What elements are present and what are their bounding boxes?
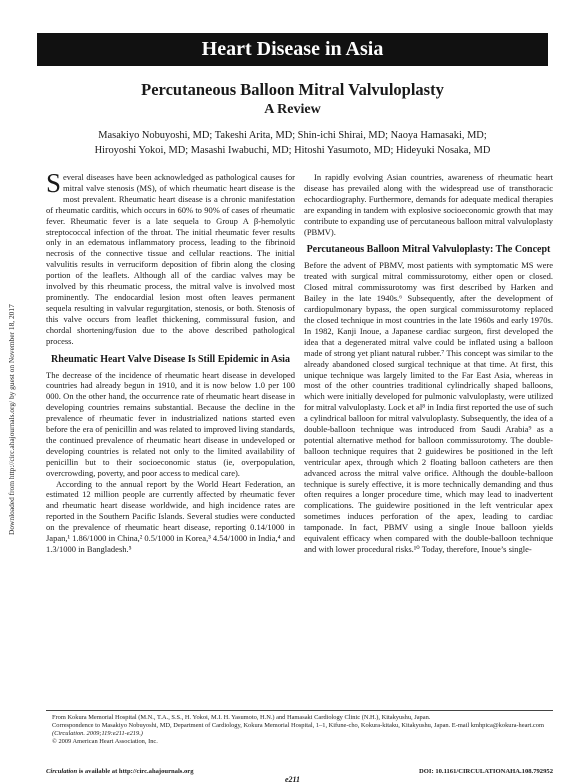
left-column	[46, 168, 295, 555]
section-banner: Heart Disease in Asia	[37, 33, 548, 66]
drop-cap: S	[46, 168, 62, 198]
page-number: e211	[284, 775, 301, 784]
body-paragraph: Before the advent of PBMV, most patients with symptomatic MS were treated with surgical mitral commissurotomy, either open or closed. Closed mitral commissurotomy was first described by Harken and Bailey in the late 1940s.⁶ Subsequently, after the development of cardiopulmonary bypass, the open surgical commissurotomy replaced the closed technique in most countries in the late 1960s and early 1970s. In 1982, Kanji Inoue, a Japanese cardiac surgeon, first developed the idea that a degenerated mitral valve could be inflated using a balloon made of strong yet pliant natural rubber.⁷ This concept was similar to the already abandoned closed surgical technique at that time. At first, this unique technique was largely limited to the Far East Asia, whereas in most of the other countries traditional cylindrically shaped balloons, which were initially developed for pulmonic valvuloplasty, were utilized for mitral valvuloplasty. Lock et al⁸ in India first reported the use of such a cylindrical balloon for mitral valvuloplasty. Subsequently, the idea of a double-balloon technique was introduced from Saudi Arabia⁹ as a potential alternative method for balloon commissurotomy. The double-balloon technique requires that 2 guidewires be positioned in the left ventricular apex, through which 2 floating balloon catheters are then advanced across the mitral valve orifice. Although the double-balloon technique is surely effective, it is more technically demanding and thus often requires a longer procedure time, which may lead to inadvertent complications. The guidewire positioned in the left ventricular apex sometimes induces perforation of the apex, leading to cardiac tamponade. In fact, PBMV using a single Inoue balloon yields equivalent efficacy when compared with the double-balloon technique and with lower procedural risks.¹⁰ Today, therefore, Inoue’s single-	[304, 260, 553, 554]
download-note: Downloaded from http://circ.ahajournals.org/ by guest on November 18, 2017	[7, 304, 16, 536]
doi: DOI: 10.1161/CIRCULATIONAHA.108.792952	[419, 768, 553, 775]
author-line: Hiroyoshi Yokoi, MD; Masashi Iwabuchi, MD; Hitoshi Yasumoto, MD; Hideyuki Nosaka, MD	[94, 145, 491, 156]
journal-name: Circulation	[46, 768, 78, 775]
journal-url[interactable]: is available at http://circ.ahajournals.org	[78, 768, 194, 775]
footnote-divider	[46, 710, 553, 711]
right-column	[304, 172, 553, 555]
intro-paragraph	[46, 168, 295, 347]
article-title: Percutaneous Balloon Mitral Valvuloplasty	[141, 80, 444, 99]
copyright-note: © 2009 American Heart Association, Inc.	[52, 738, 158, 746]
citation-note: (Circulation. 2009;119:e211-e219.)	[52, 730, 143, 738]
author-line: Masakiyo Nobuyoshi, MD; Takeshi Arita, MD; Shin-ichi Shirai, MD; Naoya Hamasaki, MD;	[98, 130, 487, 141]
article-subtitle: A Review	[264, 102, 321, 117]
correspondence-note: Correspondence to Masakiyo Nobuyoshi, MD, Department of Cardiology, Kokura Memorial Hospital, 1–1, Kifune-cho, Kokura-kitaku, Kitakyushu, Japan. E-mail kmhpica@kokura-heart.com	[52, 722, 544, 730]
footnotes	[46, 714, 553, 746]
affiliation-note: From Kokura Memorial Hospital (M.N., T.A., S.S., H. Yokoi, M.I. H. Yasumoto, H.N.) and Hamasaki Cardiology Clinic (N.H.), Kitakyushu, Japan.	[52, 714, 431, 721]
body-paragraph: According to the annual report by the World Heart Federation, an estimated 12 million people are currently affected by rheumatic fever and rheumatic heart disease worldwide, and high incidence rates are reported in the Southern Pacific Islands. Several studies were conducted on the prevalence of rheumatic heart disease, reporting 0.14/1000 in Japan,¹ 1.86/1000 in China,² 0.5/1000 in Korea,³ 4.54/1000 in India,⁴ and 1.3/1000 in Bangladesh.⁵	[46, 478, 295, 554]
availability-note	[46, 768, 194, 775]
section-heading: Rheumatic Heart Valve Disease Is Still Epidemic in Asia	[51, 353, 290, 365]
body-paragraph: In rapidly evolving Asian countries, awareness of rheumatic heart disease has prevailed along with the widespread use of transthoracic echocardiography. Furthermore, demands for adequate medical therapies are expanding in tandem with explosive socioeconomic growth that may contribute to expanding use of percutaneous balloon mitral valvuloplasty (PBMV).	[304, 172, 553, 237]
intro-text: everal diseases have been acknowledged as pathological causes for mitral valve stenosis (MS), of which rheumatic heart disease is the most prevalent. Rheumatic heart disease is a chronic manifestation of rheumatic carditis, which occurs in 60% to 90% of cases of rheumatic fever. Rheumatic fever is a late sequela to Group A β-hemolytic streptococcal infection of the throat. The initial rheumatic fever results only in an edematous inflammatory process, leading to the fibrinoid necrosis of the connective tissue and cellular reactions. The initial valvulitis results in verruciform deposition of fibrin along the closing portion of the leaflets. Although all of the cardiac valves may be involved by this rheumatic process, the mitral valve is involved most prominently. The endocardial lesion most often leaves permanent sequela resulting in valvular regurgitation, stenosis, or both. Stenosis of this valve occurs from leaflet thickening, commissural fusion, and chordal shortening/fusion due to the above described pathological process.	[46, 172, 295, 346]
body-paragraph: The decrease of the incidence of rheumatic heart disease in developed countries had already begun in 1910, and it is now below 1.0 per 100 000. On the other hand, the occurrence rate of rheumatic heart disease in developing countries remains substantial. Because the decline in the prevalence of rheumatic fever in industrialized nations started even before the era of penicillin and was related to improved living standards, the continued prevalence of rheumatic heart disease in undeveloped or developing countries is related not only to the limited availability of penicillin but to their socioeconomic status (ie, overpopulation, overcrowding, poverty, and poor access to medical care).	[46, 369, 295, 478]
section-heading: Percutaneous Balloon Mitral Valvuloplasty: The Concept	[306, 244, 551, 256]
author-list	[37, 128, 548, 158]
